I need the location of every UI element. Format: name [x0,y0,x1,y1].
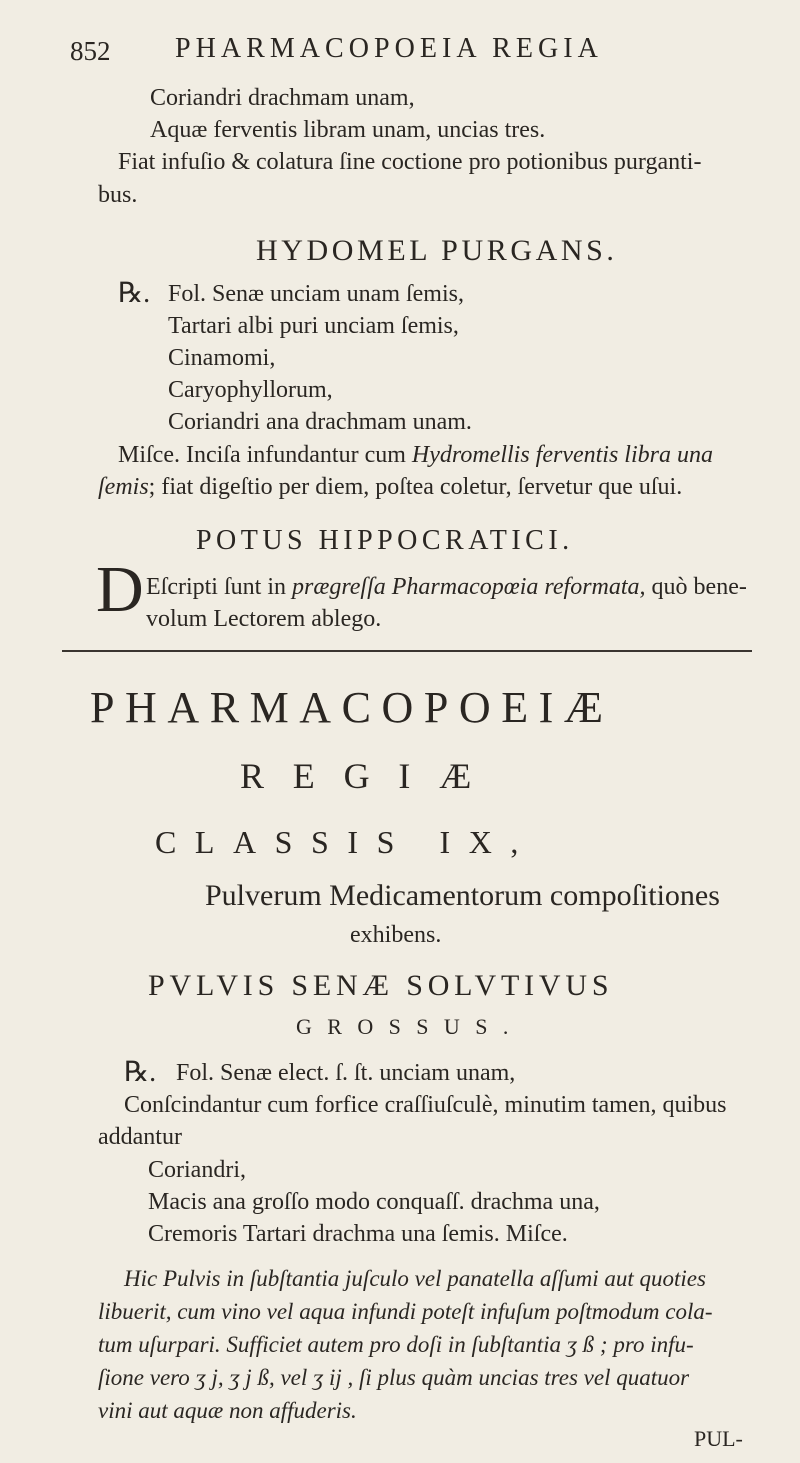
note-line: libuerit, cum vino vel aqua infundi poteſt infuſum poſtmodum cola- [98,1299,713,1324]
ingredient-line: Tartari albi puri unciam ſemis, [168,313,459,339]
ingredient-line: Cinamomi, [168,345,276,371]
section-heading: POTUS HIPPOCRATICI. [196,525,574,556]
instruction-line [98,472,682,502]
instruction-line: Conſcindantur cum forfice craſſiuſculè, minutim tamen, quibus [124,1092,727,1118]
catchword: PUL- [694,1426,743,1451]
note-line: Hic Pulvis in ſubſtantia juſculo vel panatella aſſumi aut quoties [124,1266,706,1291]
instruction-text-italic: ſemis [98,474,149,500]
recipe-symbol: ℞. [124,1057,157,1088]
instruction-line [118,440,713,470]
ingredient-line: Cremoris Tartari drachma una ſemis. Miſce. [148,1221,568,1247]
instruction-text-italic: Hydromellis ferventis libra una [411,442,713,468]
ingredient-line: Coriandri, [148,1157,246,1183]
ingredient-line: Coriandri ana drachmam unam. [168,409,472,435]
class-description: Pulverum Medicamentorum compoſitiones [205,879,720,912]
divider-rule [62,650,752,652]
ingredient-line: Macis ana groſſo modo conquaſſ. drachma una, [148,1189,600,1215]
recipe-symbol: ℞. [118,278,151,309]
section-heading: PVLVIS SENÆ SOLVTIVUS [148,969,614,1002]
note-line: vini aut aquæ non affuderis. [98,1398,357,1423]
recipe-line: bus. [98,182,138,208]
class-number: CLASSIS IX, [155,824,537,860]
ingredient-line: Caryophyllorum, [168,377,333,403]
body-line [146,572,747,602]
body-text: quò bene- [651,574,747,600]
class-title: PHARMACOPOEIÆ [90,683,614,732]
instruction-text: Miſce. Inciſa infundantur cum [118,442,406,468]
section-heading: HYDOMEL PURGANS. [256,234,618,267]
recipe-line: Aquæ ferventis libram unam, uncias tres. [150,117,546,143]
running-title: PHARMACOPOEIA REGIA [175,33,603,64]
recipe-line: Coriandri drachmam unam, [150,85,415,111]
drop-cap: D [96,553,144,626]
note-line: tum uſurpari. Sufficiet autem pro doſi in ſubſtantia ʒ ß ; pro infu- [98,1332,694,1357]
instruction-text: ; fiat digeſtio per diem, poſtea coletur, ſervetur que uſui. [148,474,683,500]
body-text: Eſcripti ſunt in [146,574,286,600]
note-line: ſione vero ʒ j, ʒ j ß, vel ʒ ij , ſi plus quàm uncias tres vel quatuor [98,1365,690,1390]
class-subtitle: REGIÆ [240,756,500,796]
body-text-italic: prægreſſa Pharmacopœia reformata, [291,574,646,600]
page-number: 852 [70,36,111,66]
ingredient-line: Fol. Senæ unciam unam ſemis, [168,281,464,307]
ingredient-line: Fol. Senæ elect. ſ. ſt. unciam unam, [176,1060,516,1086]
body-line: volum Lectorem ablego. [146,606,382,632]
class-description: exhibens. [350,922,442,948]
section-subheading: GROSSUS. [296,1014,524,1039]
recipe-line: Fiat infuſio & colatura ſine coctione pro potionibus purganti- [118,149,702,175]
instruction-line: addantur [98,1124,182,1150]
